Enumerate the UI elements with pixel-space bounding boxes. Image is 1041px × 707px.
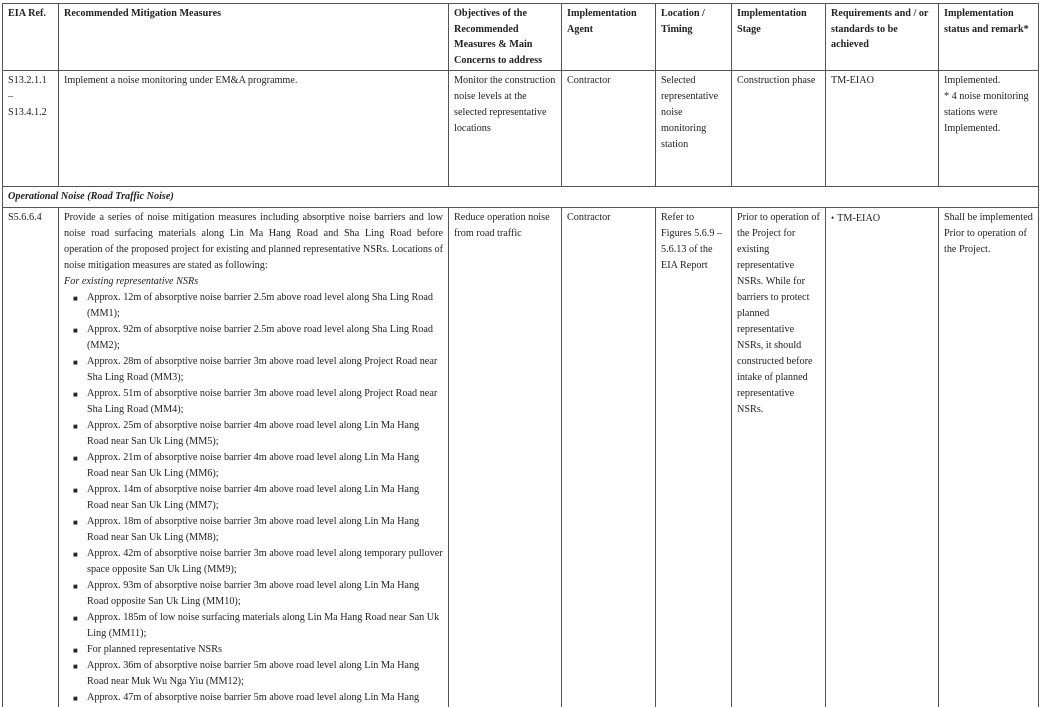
header-measures: Recommended Mitigation Measures	[59, 4, 449, 71]
list-item-text: Approx. 42m of absorptive noise barrier 3m above road level along temporary pullover space opposite San Uk Ling (MM9);	[87, 548, 443, 576]
status-line: Implemented.	[944, 75, 1001, 87]
list-item	[64, 658, 443, 690]
cell-objective: Monitor the construction noise levels at the selected representative locations	[449, 71, 562, 187]
cell-stage: Construction phase	[732, 71, 826, 187]
list-item	[64, 578, 443, 610]
bullet-icon: ■	[73, 614, 78, 624]
cell-agent: Contractor	[562, 208, 656, 707]
cell-requirements	[826, 208, 939, 707]
bullet-icon: ■	[73, 454, 78, 464]
ref-separator: –	[8, 91, 14, 103]
bullet-icon: ■	[73, 662, 78, 672]
list-item-text: Approx. 14m of absorptive noise barrier 4m above road level along Lin Ma Hang Road near San Uk Ling (MM7);	[87, 484, 420, 512]
bullet-icon: ■	[73, 550, 78, 560]
list-item-text: Approx. 93m of absorptive noise barrier 3m above road level along Lin Ma Hang Road opposite San Uk Ling (MM10);	[87, 580, 420, 608]
status-remark: * 4 noise monitoring stations were Implemented.	[944, 91, 1029, 135]
list-item	[64, 610, 443, 642]
list-item-text: Approx. 185m of low noise surfacing materials along Lin Ma Hang Road near San Uk Ling (MM11);	[87, 612, 440, 640]
bullet-icon: ■	[73, 358, 78, 368]
list-item-text: Approx. 28m of absorptive noise barrier 3m above road level along Project Road near Sha Ling Road (MM3);	[87, 356, 438, 384]
list-item	[64, 546, 443, 578]
requirements-text: TM-EIAO	[837, 213, 881, 225]
list-item	[64, 386, 443, 418]
section-title: Operational Noise (Road Traffic Noise)	[3, 187, 1039, 208]
header-row	[3, 4, 1039, 71]
mitigation-measures-table	[2, 3, 1039, 707]
measure-bullet-list	[64, 290, 443, 706]
header-stage: Implementation Stage	[732, 4, 826, 71]
header-eia-ref: EIA Ref.	[3, 4, 59, 71]
list-item-text: Approx. 25m of absorptive noise barrier 4m above road level along Lin Ma Hang Road near San Uk Ling (MM5);	[87, 420, 420, 448]
list-item	[64, 514, 443, 546]
list-item	[64, 354, 443, 386]
header-objectives: Objectives of the Recommended Measures & Main Concerns to address	[449, 4, 562, 71]
list-item	[64, 418, 443, 450]
list-item	[64, 642, 443, 658]
header-status: Implementation status and remark*	[939, 4, 1039, 71]
list-item-text: For planned representative NSRs	[87, 644, 222, 656]
section-row	[3, 187, 1039, 208]
header-location: Location / Timing	[656, 4, 732, 71]
cell-requirements: TM-EIAO	[826, 71, 939, 187]
bullet-icon: ■	[73, 582, 78, 592]
cell-status: Shall be implemented Prior to operation of the Project.	[939, 208, 1039, 707]
cell-status	[939, 71, 1039, 187]
list-item-text: Approx. 21m of absorptive noise barrier 4m above road level along Lin Ma Hang Road near San Uk Ling (MM6);	[87, 452, 420, 480]
cell-objective: Reduce operation noise from road traffic	[449, 208, 562, 707]
cell-stage: Prior to operation of the Project for existing representative NSRs. While for barriers to protect planned representative NSRs, it should constructed before intake of planned representative NSRs.	[732, 208, 826, 707]
bullet-icon: ■	[73, 326, 78, 336]
list-item	[64, 322, 443, 354]
cell-agent: Contractor	[562, 71, 656, 187]
cell-measure	[59, 208, 449, 707]
table-row	[3, 208, 1039, 707]
bullet-icon: ■	[73, 390, 78, 400]
bullet-icon: ■	[73, 694, 78, 704]
bullet-icon: •	[831, 213, 835, 224]
header-requirements: Requirements and / or standards to be achieved	[826, 4, 939, 71]
list-item-text: Approx. 92m of absorptive noise barrier 2.5m above road level along Sha Ling Road (MM2);	[87, 324, 434, 352]
cell-location: Selected representative noise monitoring station	[656, 71, 732, 187]
cell-location: Refer to Figures 5.6.9 – 5.6.13 of the EIA Report	[656, 208, 732, 707]
table-row	[3, 71, 1039, 187]
bullet-icon: ■	[73, 518, 78, 528]
list-item	[64, 482, 443, 514]
list-item-text: Approx. 36m of absorptive noise barrier 5m above road level along Lin Ma Hang Road near Muk Wu Nga Yiu (MM12);	[87, 660, 420, 688]
list-item	[64, 690, 443, 706]
list-item	[64, 450, 443, 482]
cell-eia-ref	[3, 71, 59, 187]
list-item	[64, 290, 443, 322]
list-item-text: Approx. 18m of absorptive noise barrier 3m above road level along Lin Ma Hang Road near San Uk Ling (MM8);	[87, 516, 420, 544]
cell-eia-ref: S5.6.6.4	[3, 208, 59, 707]
header-agent: Implementation Agent	[562, 4, 656, 71]
ref-start: S13.2.1.1	[8, 75, 47, 87]
bullet-icon: ■	[73, 294, 78, 304]
existing-nsr-heading: For existing representative NSRs	[64, 276, 199, 288]
ref-end: S13.4.1.2	[8, 107, 47, 119]
bullet-icon: ■	[73, 422, 78, 432]
measure-intro: Provide a series of noise mitigation measures including absorptive noise barriers and low noise road surfacing materials along Lin Ma Hang Road and Sha Ling Road before operation of the proposed project for existing and planned representative NSRs. Locations of noise mitigation measures are stated as following:	[64, 212, 443, 272]
bullet-icon: ■	[73, 486, 78, 496]
list-item-text: Approx. 51m of absorptive noise barrier 3m above road level along Project Road near Sha Ling Road (MM4);	[87, 388, 438, 416]
list-item-text: Approx. 47m of absorptive noise barrier 5m above road level along Lin Ma Hang	[87, 692, 420, 704]
cell-measure: Implement a noise monitoring under EM&A programme.	[59, 71, 449, 187]
list-item-text: Approx. 12m of absorptive noise barrier 2.5m above road level along Sha Ling Road (MM1);	[87, 292, 434, 320]
bullet-icon: ■	[73, 646, 78, 656]
